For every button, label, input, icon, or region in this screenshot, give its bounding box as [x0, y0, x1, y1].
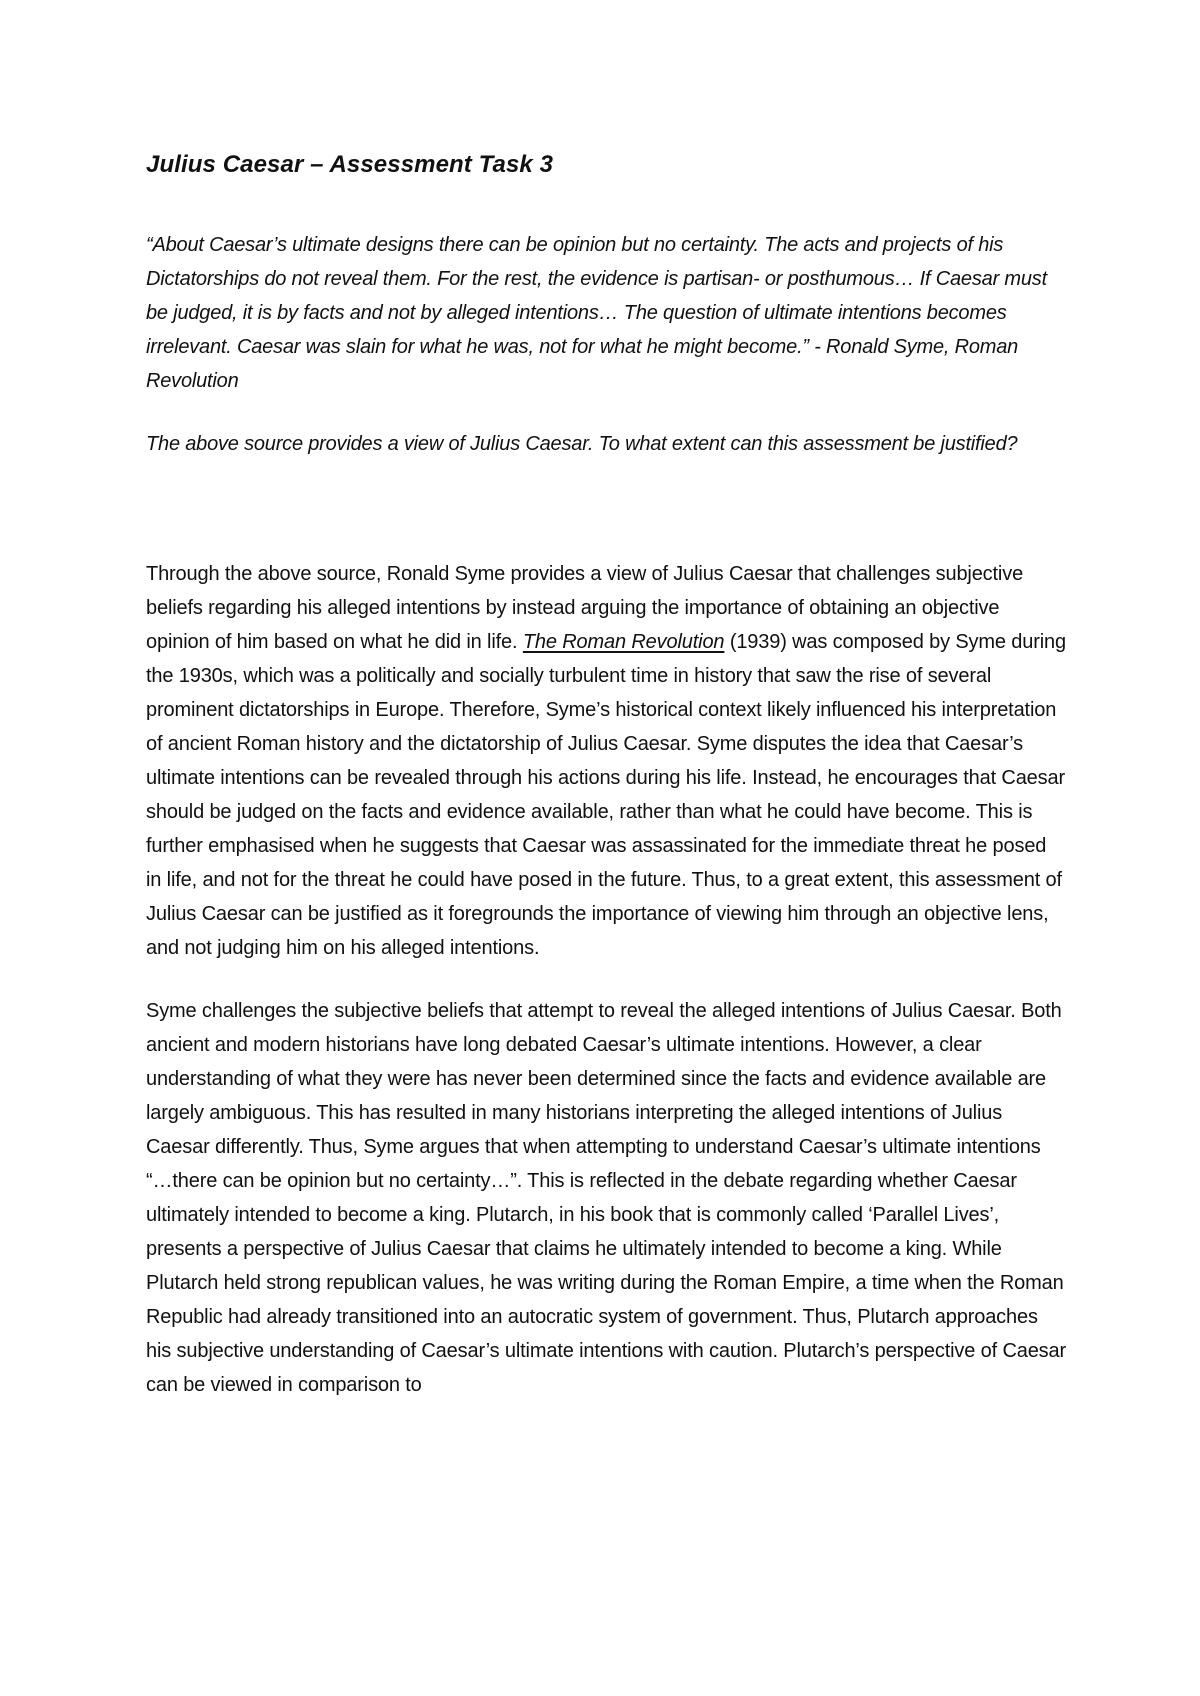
- paragraph-1-text-start: Through the above source, Ronald Syme provides a view of Julius Caesar that challenges subjective beliefs regarding his alleged intentions by instead arguing the importance of obtaining an objective opinion of him based on what he did in life.: [146, 563, 1024, 653]
- body-paragraph-2: Syme challenges the subjective beliefs that attempt to reveal the alleged intentions of Julius Caesar. Both ancient and modern historians have long debated Caesar’s ultimate intentions. However, a clear understanding of what they were has never been determined since the facts and evidence available are largely ambiguous. This has resulted in many historians interpreting the alleged intentions of Julius Caesar differently. Thus, Syme argues that when attempting to understand Caesar’s ultimate intentions “…there can be opinion but no certainty…”. This is reflected in the debate regarding whether Caesar ultimately intended to become a king. Plutarch, in his book that is commonly called ‘Parallel Lives’, presents a perspective of Julius Caesar that claims he ultimately intended to become a king. While Plutarch held strong republican values, he was writing during the Roman Empire, a time when the Roman Republic had already transitioned into an autocratic system of government. Thus, Plutarch approaches his subjective understanding of Caesar’s ultimate intentions with caution. Plutarch’s perspective of Caesar can be viewed in comparison to: [146, 1000, 1067, 1396]
- document-body: [146, 148, 1066, 1402]
- document-title: Julius Caesar – Assessment Task 3: [146, 151, 554, 178]
- body-paragraph-1: [146, 557, 1066, 965]
- book-title-reference: The Roman Revolution: [522, 631, 725, 653]
- assessment-question: The above source provides a view of Julius Caesar. To what extent can this assessment be justified?: [146, 433, 1018, 455]
- source-quote: “About Caesar’s ultimate designs there can be opinion but no certainty. The acts and projects of his Dictatorships do not reveal them. For the rest, the evidence is partisan- or posthumous… If Caesar must be judged, it is by facts and not by alleged intentions… The question of ultimate intentions becomes irrelevant. Caesar was slain for what he was, not for what he might become.” - Ronald Syme, Roman Revolution: [146, 234, 1047, 392]
- paragraph-1-text-end: (1939) was composed by Syme during the 1930s, which was a politically and socially turbulent time in history that saw the rise of several prominent dictatorships in Europe. Therefore, Syme’s historical context likely influenced his interpretation of ancient Roman history and the dictatorship of Julius Caesar. Syme disputes the idea that Caesar’s ultimate intentions can be revealed through his actions during his life. Instead, he encourages that Caesar should be judged on the facts and evidence available, rather than what he could have become. This is further emphasised when he suggests that Caesar was assassinated for the immediate threat he posed in life, and not for the threat he could have posed in the future. Thus, to a great extent, this assessment of Julius Caesar can be justified as it foregrounds the importance of viewing him through an objective lens, and not judging him on his alleged intentions.: [146, 631, 1066, 959]
